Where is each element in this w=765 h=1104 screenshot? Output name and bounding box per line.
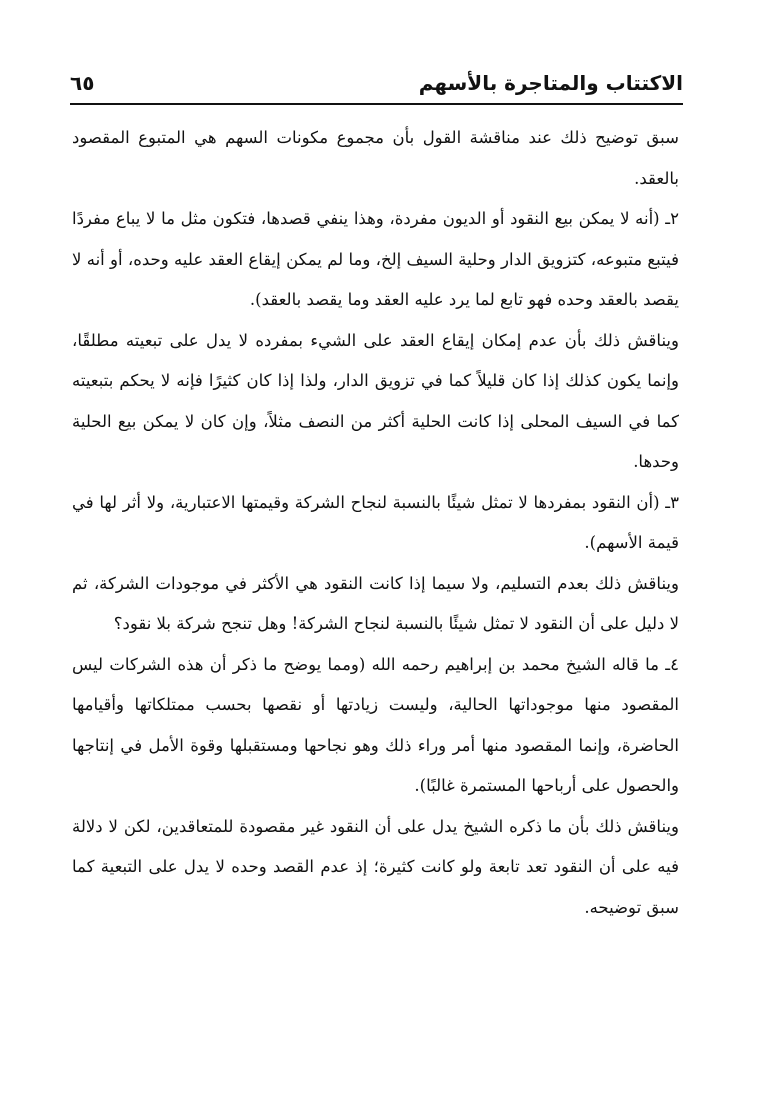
page-number: ٦٥ bbox=[70, 71, 95, 95]
running-title: الاكتتاب والمتاجرة بالأسهم bbox=[418, 71, 683, 95]
page-header bbox=[70, 68, 683, 100]
header-divider bbox=[70, 103, 683, 105]
paragraph-continuation: سبق توضيح ذلك عند مناقشة القول بأن مجموع مكونات السهم هي المتبوع المقصود بالعقد. bbox=[72, 128, 679, 188]
paragraph-point-2: ٢ـ (أنه لا يمكن بيع النقود أو الديون مفردة، وهذا ينفي قصدها، فتكون مثل ما لا يباع مفردًا فيتبع متبوعه، كتزويق الدار وحلية السيف إلخ، وما لم يمكن إيقاع العقد عليه وحده، أو أنه لا يقصد بالعقد وحده فهو تابع لما يرد عليه العقد وما يقصد بالعقد). bbox=[72, 209, 679, 309]
paragraph-rebuttal-4: ويناقش ذلك بأن ما ذكره الشيخ يدل على أن النقود غير مقصودة للمتعاقدين، لكن لا دلالة فيه على أن النقود تعد تابعة ولو كانت كثيرة؛ إذ عدم القصد وحده لا يدل على التبعية كما سبق توضيحه. bbox=[72, 816, 679, 917]
body-text bbox=[72, 118, 679, 928]
paragraph-rebuttal-2: ويناقش ذلك بأن عدم إمكان إيقاع العقد على الشيء بمفرده لا يدل على تبعيته مطلقًا، وإنما يكون كذلك إذا كان قليلاً كما في تزويق الدار، ولذا إذا كان كثيرًا فإنه لا يحكم بتبعيته كما في السيف المحلى إذا كانت الحلية أكثر من النصف مثلاً، وإن كان لا يمكن بيع الحلية وحدها. bbox=[72, 330, 679, 471]
paragraph-point-3: ٣ـ (أن النقود بمفردها لا تمثل شيئًا بالنسبة لنجاح الشركة وقيمتها الاعتبارية، ولا أثر لها في قيمة الأسهم). bbox=[72, 492, 679, 552]
paragraph-point-4: ٤ـ ما قاله الشيخ محمد بن إبراهيم رحمه الله (ومما يوضح ما ذكر أن هذه الشركات ليس المقصود منها موجوداتها الحالية، وليست زيادتها أو نقصها بحسب ممتلكاتها وأقيامها الحاضرة، وإنما المقصود منها أمر وراء ذلك وهو نجاحها ومستقبلها وقوة الأمل في إنتاجها والحصول على أرباحها المستمرة غالبًا). bbox=[72, 654, 679, 795]
paragraph-rebuttal-3: ويناقش ذلك بعدم التسليم، ولا سيما إذا كانت النقود هي الأكثر في موجودات الشركة، ثم لا دليل على أن النقود لا تمثل شيئًا بالنسبة لنجاح الشركة! وهل تنجح شركة بلا نقود؟ bbox=[72, 573, 679, 633]
